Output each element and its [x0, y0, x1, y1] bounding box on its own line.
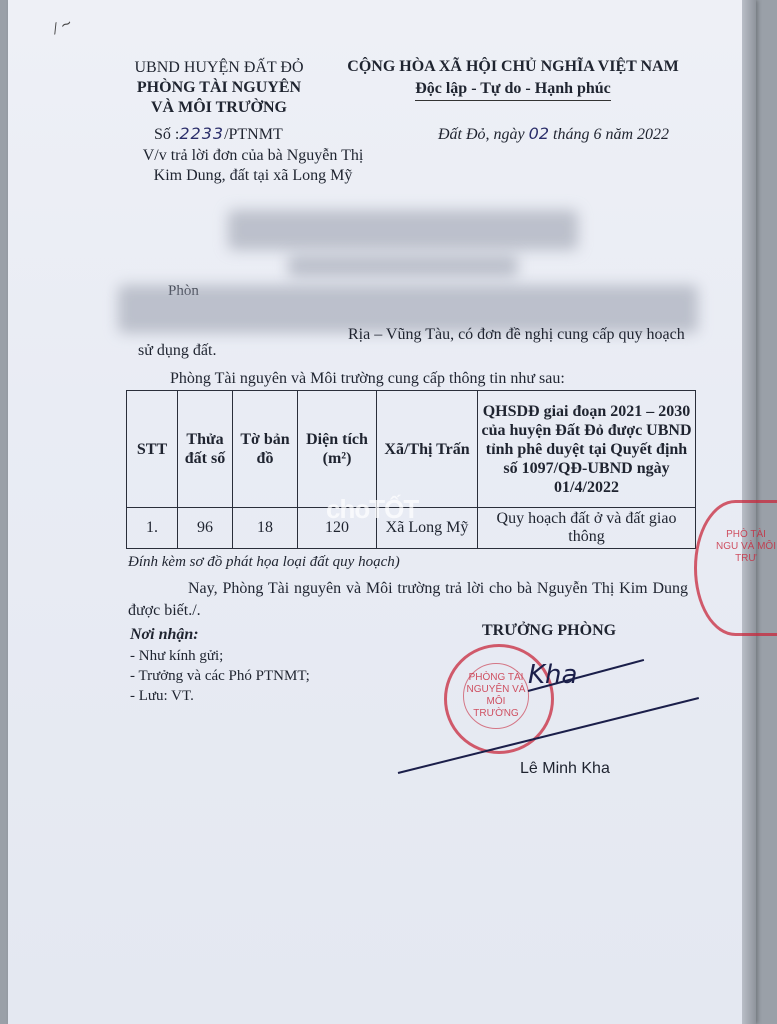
subject-line: V/v trả lời đơn của bà Nguyễn Thị Kim Dung, đất tại xã Long Mỹ	[142, 147, 364, 184]
motto: Độc lập - Tự do - Hạnh phúc	[415, 78, 611, 101]
th-stt: STT	[127, 391, 178, 508]
th-to: Tờ bản đồ	[233, 391, 298, 508]
handwritten-signature: Kha	[528, 660, 578, 690]
td-dien-tich: 120	[298, 508, 377, 549]
side-seal-text: PHÒ TÀI NGU VÀ MÔI TRƯ	[715, 529, 776, 564]
document-date	[438, 124, 669, 144]
recipient-item: - Lưu: VT.	[130, 688, 194, 704]
td-thua: 96	[178, 508, 233, 549]
so-prefix: Số :	[154, 126, 180, 143]
signature-title: TRƯỞNG PHÒNG	[482, 622, 617, 639]
th-xa: Xã/Thị Trấn	[377, 391, 478, 508]
so-suffix: /PTNMT	[224, 126, 283, 143]
recipients-title: Nơi nhận:	[130, 626, 199, 643]
org-line1: UBND HUYỆN ĐẤT ĐỎ	[134, 59, 304, 76]
table-intro: Phòng Tài nguyên và Môi trường cung cấp thông tin như sau:	[170, 370, 565, 387]
seal-text: PHÒNG TÀI NGUYÊN VÀ MÔI TRƯỜNG	[463, 663, 529, 729]
nation-title: CỘNG HÒA XÃ HỘI CHỦ NGHĨA VIỆT NAM	[347, 58, 679, 75]
paragraph-fragment: sử dụng đất.	[138, 342, 217, 359]
planning-info-table	[126, 390, 696, 549]
date-suffix: tháng 6 năm 2022	[549, 126, 670, 143]
redacted-block	[228, 210, 578, 250]
paragraph-fragment: Rịa – Vũng Tàu, có đơn đề nghị cung cấp quy hoạch	[348, 326, 685, 343]
recipient-item: - Như kính gửi;	[130, 648, 224, 664]
document-number	[154, 124, 283, 144]
th-dien-tich: Diện tích (m²)	[298, 391, 377, 508]
national-header	[328, 56, 698, 101]
attachment-note: Đính kèm sơ đồ phát họa loại đất quy hoạch)	[128, 554, 400, 570]
closing-paragraph: Nay, Phòng Tài nguyên và Môi trường trả lời cho bà Nguyễn Thị Kim Dung được biết./.	[128, 580, 688, 619]
organization-header	[104, 58, 334, 118]
table-header-row	[127, 391, 696, 508]
td-to: 18	[233, 508, 298, 549]
document-page	[8, 0, 776, 1024]
td-stt: 1.	[127, 508, 178, 549]
side-seal	[694, 500, 777, 636]
redacted-block	[288, 255, 518, 277]
org-line2: PHÒNG TÀI NGUYÊN	[136, 79, 302, 96]
th-thua: Thửa đất số	[178, 391, 233, 508]
org-line3: VÀ MÔI TRƯỜNG	[151, 99, 287, 116]
watermark-logo: choTỐT	[326, 494, 419, 524]
so-number: 2233	[179, 124, 225, 143]
td-xa: Xã Long Mỹ	[377, 508, 478, 549]
date-day: 02	[528, 124, 550, 143]
th-quy-hoach: QHSDĐ giai đoạn 2021 – 2030 của huyện Đất Đỏ được UBND tỉnh phê duyệt tại Quyết định số 1097/QĐ-UBND ngày 01/4/2022	[478, 391, 696, 508]
pen-marks: ⁄ ∼	[51, 14, 76, 38]
date-prefix: Đất Đỏ, ngày	[438, 126, 529, 143]
td-quy-hoach: Quy hoạch đất ở và đất giao thông	[478, 508, 696, 549]
signer-name: Lê Minh Kha	[520, 760, 610, 777]
recipient-item: - Trưởng và các Phó PTNMT;	[130, 668, 310, 684]
